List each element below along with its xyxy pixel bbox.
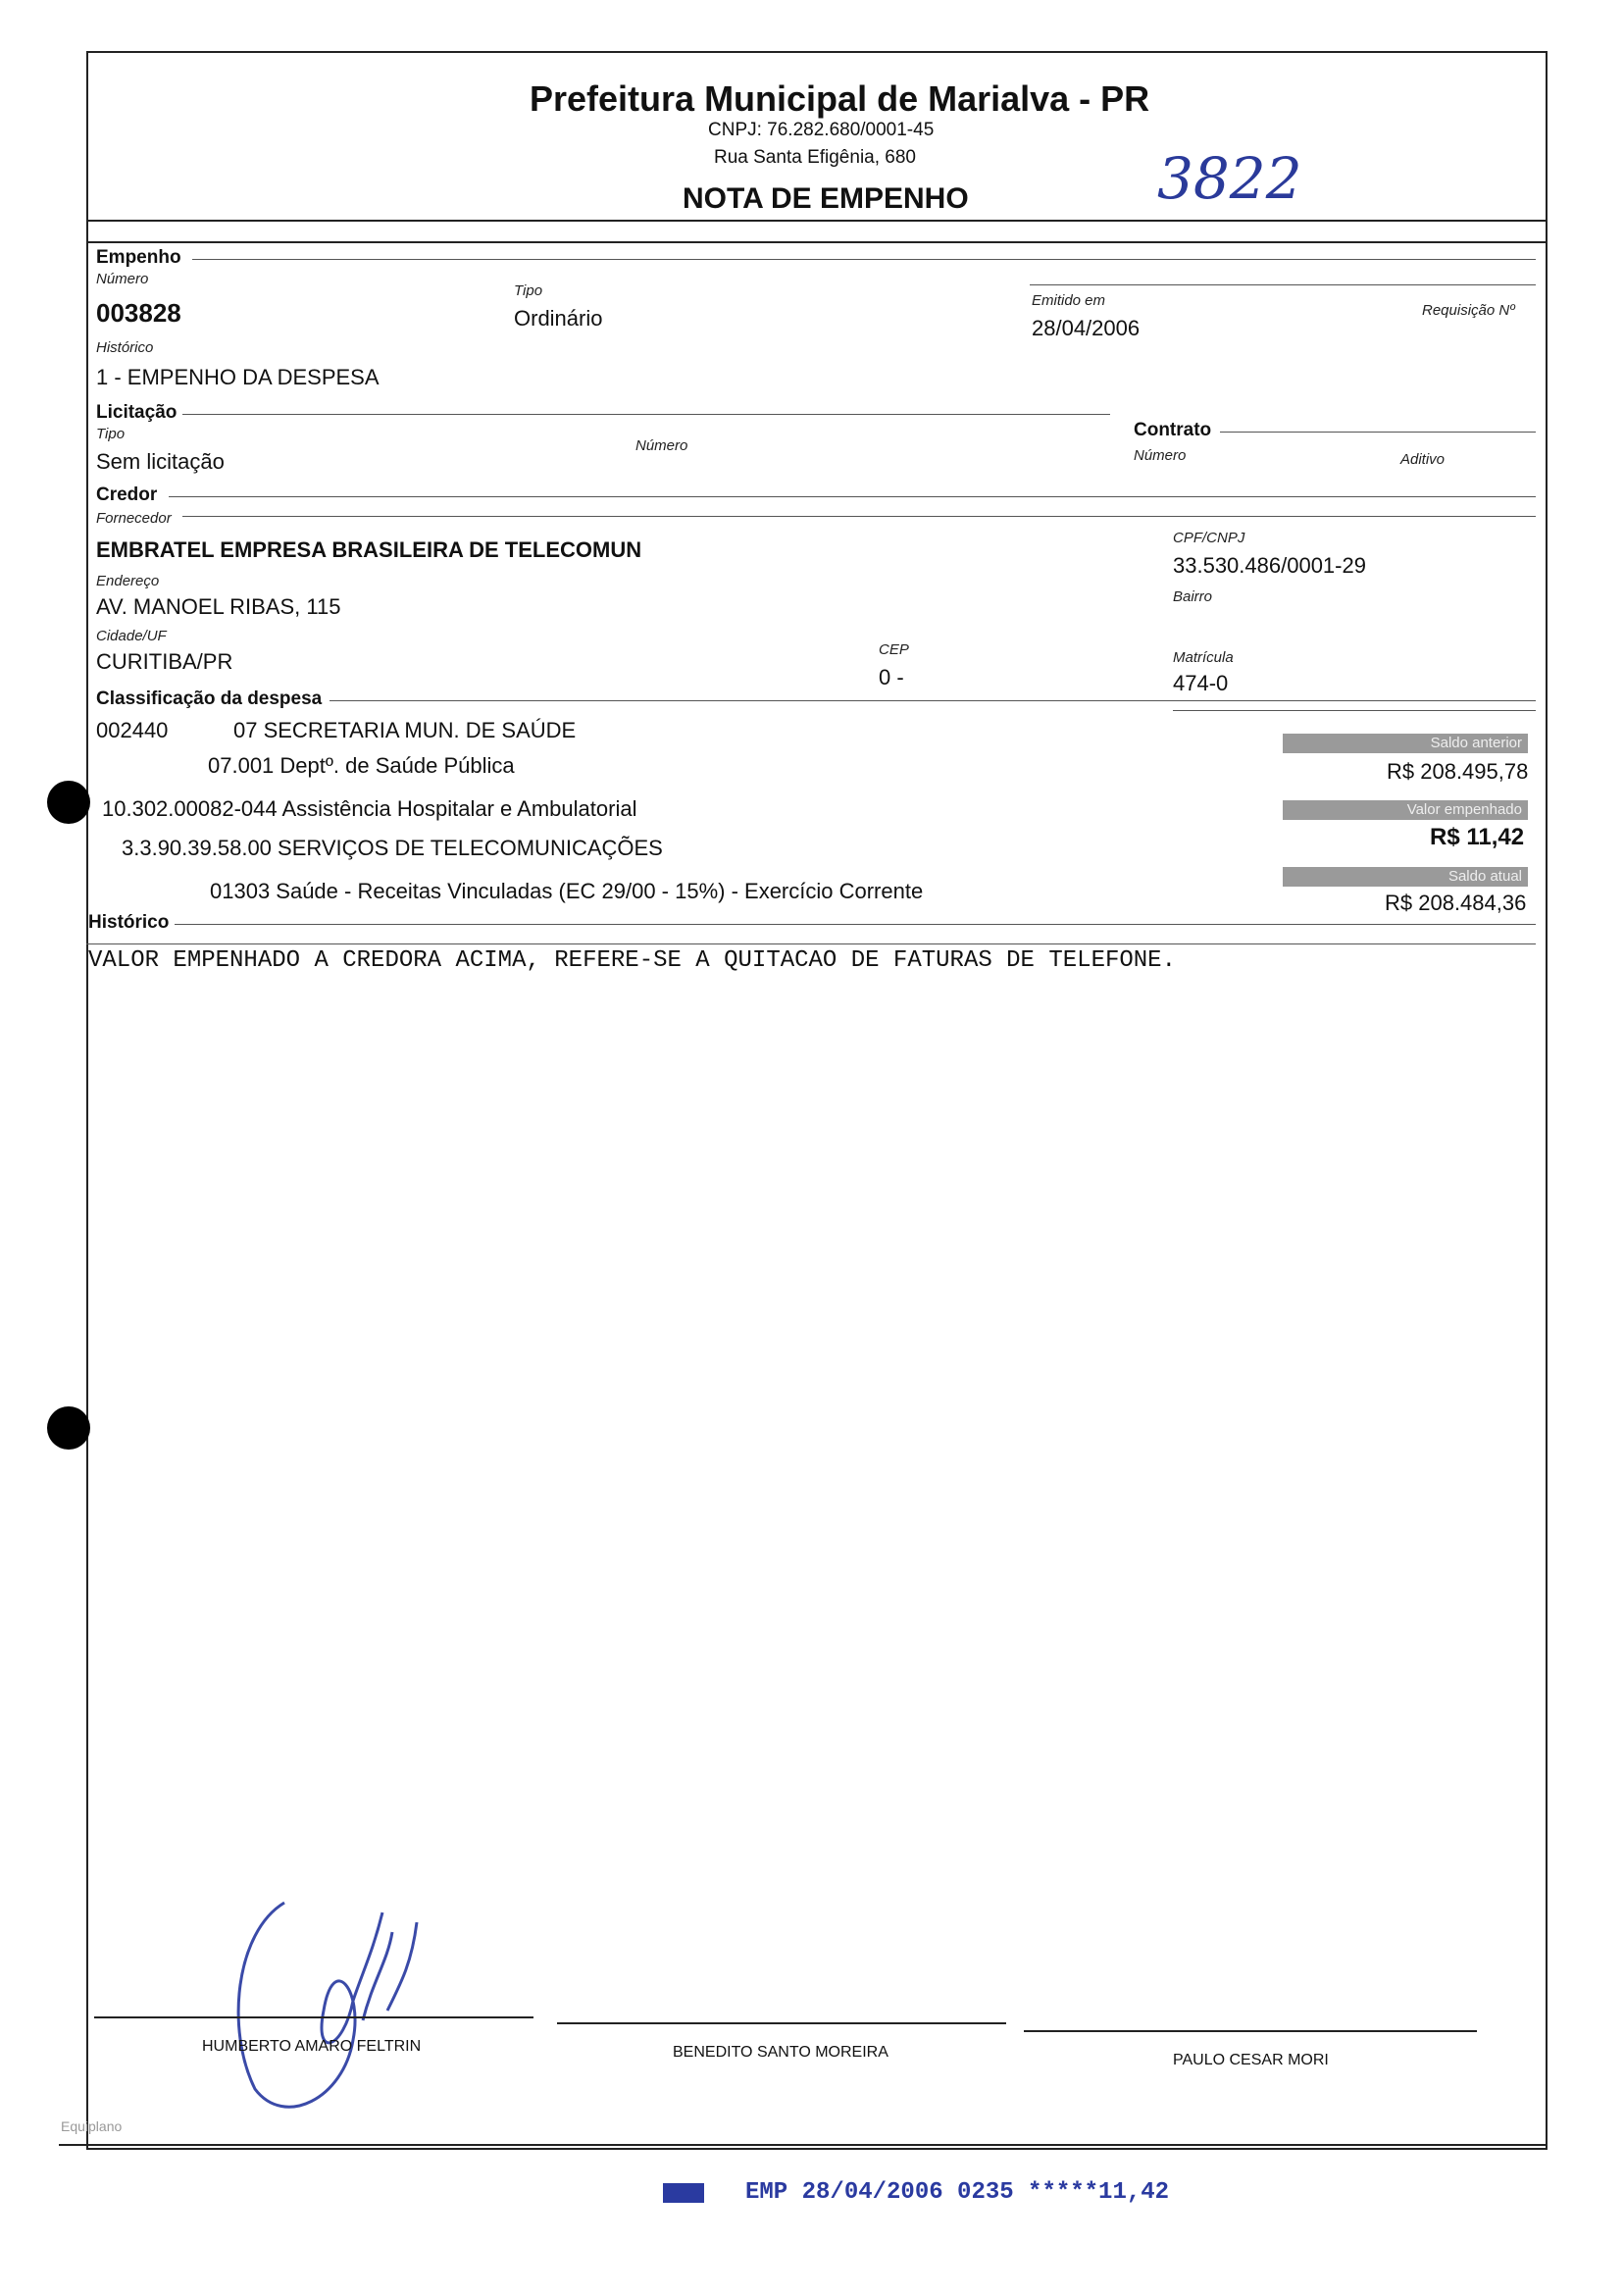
contrato-rule — [1220, 432, 1536, 433]
licitacao-tipo: Sem licitação — [96, 449, 225, 474]
fornecedor-name: EMBRATEL EMPRESA BRASILEIRA DE TELECOMUN — [96, 537, 642, 562]
classificacao-elemento: 3.3.90.39.58.00 SERVIÇOS DE TELECOMUNICAÇÕES — [122, 836, 663, 860]
signature-line-3 — [1024, 2030, 1477, 2032]
empenho-rule — [192, 259, 1536, 260]
empenho-tipo: Ordinário — [514, 306, 603, 331]
signature-scribble — [216, 1893, 431, 2118]
empenho-historico-label: Histórico — [96, 339, 154, 356]
signature-name-1: HUMBERTO AMARO FELTRIN — [202, 2038, 422, 2055]
saldo-anterior-label: Saldo anterior — [1283, 734, 1528, 753]
signature-name-2: BENEDITO SANTO MOREIRA — [673, 2044, 888, 2061]
historico-rule — [175, 924, 1536, 925]
emitido-date: 28/04/2006 — [1032, 316, 1141, 340]
cash-register-stamp: EMP 28/04/2006 0235 *****11,42 — [745, 2179, 1170, 2206]
footer-rule — [59, 2144, 1548, 2146]
valor-empenhado-value: R$ 11,42 — [1430, 824, 1525, 850]
punch-hole-bottom — [47, 1406, 90, 1450]
contrato-numero-label: Número — [1134, 447, 1187, 464]
saldo-atual-value: R$ 208.484,36 — [1385, 891, 1527, 915]
matricula-value: 474-0 — [1173, 671, 1229, 695]
header-divider — [86, 220, 1548, 222]
valor-empenhado-label: Valor empenhado — [1283, 800, 1528, 820]
historico-section-label: Histórico — [88, 912, 170, 933]
classificacao-secretaria: 07 SECRETARIA MUN. DE SAÚDE — [233, 718, 577, 742]
municipality-address: Rua Santa Efigênia, 680 — [714, 147, 916, 168]
licitacao-rule — [182, 414, 1110, 415]
empenho-section-label: Empenho — [96, 247, 181, 268]
classificacao-rule-2 — [1173, 710, 1536, 711]
credor-rule-2 — [182, 516, 1536, 517]
saldo-atual-label: Saldo atual — [1283, 867, 1528, 887]
credor-rule — [169, 496, 1536, 497]
licitacao-tipo-label: Tipo — [96, 426, 126, 442]
empenho-historico: 1 - EMPENHO DA DESPESA — [96, 365, 380, 389]
classificacao-rule — [330, 700, 1536, 701]
header-divider-2 — [86, 241, 1548, 243]
classificacao-fonte: 01303 Saúde - Receitas Vinculadas (EC 29/00 - 15%) - Exercício Corrente — [210, 879, 924, 903]
cpf-label: CPF/CNPJ — [1173, 530, 1245, 546]
classificacao-section-label: Classificação da despesa — [96, 688, 323, 709]
municipality-title: Prefeitura Municipal de Marialva - PR — [530, 78, 1150, 119]
classificacao-departamento: 07.001 Deptº. de Saúde Pública — [208, 753, 515, 778]
licitacao-section-label: Licitação — [96, 402, 178, 423]
requisicao-label: Requisição Nº — [1422, 302, 1515, 319]
fornecedor-label: Fornecedor — [96, 510, 172, 527]
licitacao-numero-label: Número — [635, 437, 688, 454]
aditivo-label: Aditivo — [1400, 451, 1446, 468]
cidade-label: Cidade/UF — [96, 628, 167, 644]
handwritten-number: 3822 — [1157, 145, 1302, 212]
cep-label: CEP — [879, 641, 909, 658]
credor-section-label: Credor — [96, 484, 158, 505]
endereco-value: AV. MANOEL RIBAS, 115 — [96, 594, 341, 619]
bairro-label: Bairro — [1173, 588, 1213, 605]
signature-line-2 — [557, 2022, 1006, 2024]
matricula-label: Matrícula — [1173, 649, 1234, 666]
endereco-label: Endereço — [96, 573, 160, 589]
punch-hole-top — [47, 781, 90, 824]
classificacao-code: 002440 — [96, 718, 169, 742]
contrato-section-label: Contrato — [1134, 420, 1212, 440]
emitido-label: Emitido em — [1032, 292, 1106, 309]
saldo-anterior-value: R$ 208.495,78 — [1387, 759, 1529, 784]
signature-name-3: PAULO CESAR MORI — [1173, 2052, 1329, 2068]
cpf-value: 33.530.486/0001-29 — [1173, 553, 1366, 578]
cidade-value: CURITIBA/PR — [96, 649, 233, 674]
emitido-rule — [1030, 284, 1536, 285]
stamp-logo — [663, 2183, 704, 2203]
empenho-tipo-label: Tipo — [514, 282, 543, 299]
cep-value: 0 - — [879, 665, 904, 689]
document-title: NOTA DE EMPENHO — [683, 182, 969, 215]
municipality-cnpj: CNPJ: 76.282.680/0001-45 — [708, 120, 935, 140]
empenho-numero-label: Número — [96, 271, 149, 287]
empenho-numero: 003828 — [96, 298, 181, 328]
signature-line-1 — [94, 2016, 533, 2018]
equiplano-brand: Equiplano — [61, 2118, 123, 2134]
historico-rule-2 — [86, 943, 1536, 944]
classificacao-funcional: 10.302.00082-044 Assistência Hospitalar e Ambulatorial — [102, 796, 637, 821]
historico-text: VALOR EMPENHADO A CREDORA ACIMA, REFERE-SE A QUITACAO DE FATURAS DE TELEFONE. — [88, 947, 1176, 974]
